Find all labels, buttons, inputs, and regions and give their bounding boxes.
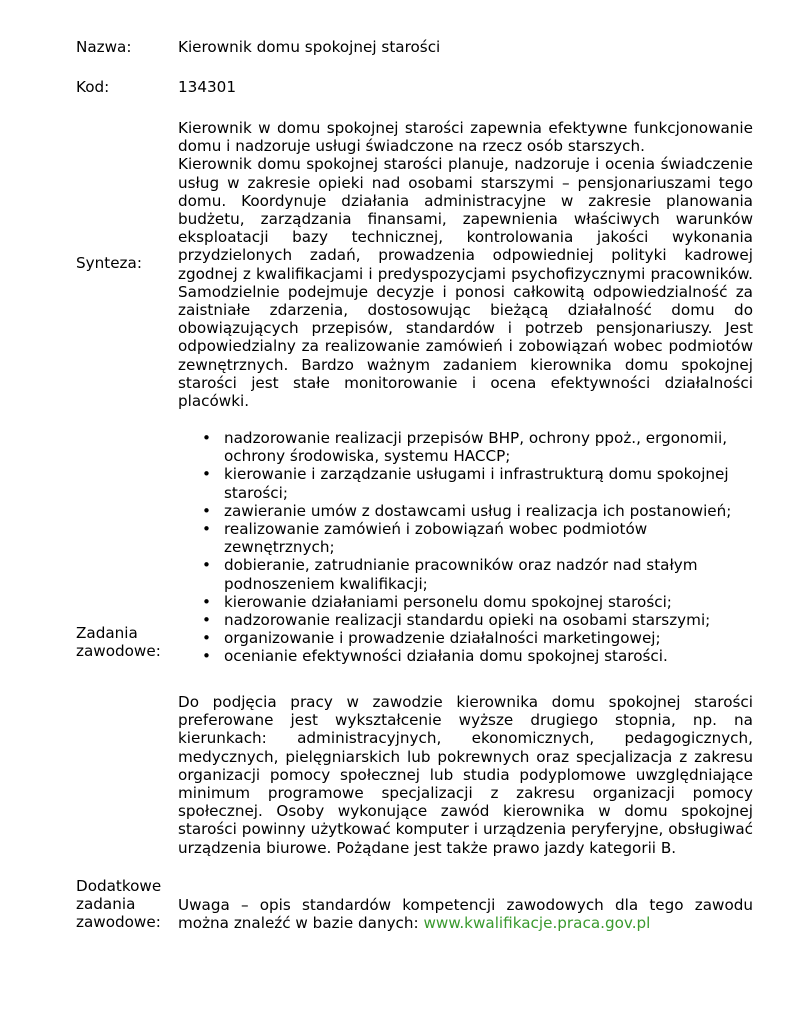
list-item: • ocenianie efektywności działania domu spokojnej starości. bbox=[178, 647, 753, 665]
list-item: • zawieranie umów z dostawcami usług i realizacja ich postanowień; bbox=[178, 502, 753, 520]
label-nazwa: Nazwa: bbox=[76, 38, 132, 56]
label-zadania: Zadania zawodowe: bbox=[76, 624, 161, 661]
label-synteza: Synteza: bbox=[76, 254, 142, 272]
list-item: • kierowanie i zarządzanie usługami i infrastrukturą domu spokojnej starości; bbox=[178, 465, 753, 501]
synteza-paragraph-2: Kierownik domu spokojnej starości planuje, nadzoruje i ocenia świadczenie usług w zakresie opieki nad osobami starszymi – pensjonariuszami tego domu. Koordynuje działania administracyjne w zakresie planowania budżetu, zarządzania finansami, zapewnienia właściwych warunków eksploatacji bazy technicznej, kontrolowania jakości wykonania przydzielonych zadań, prowadzenia odpowiedniej polityki kadrowej zgodnej z kwalifikacjami i predyspozycjami psychofizycznymi pracowników. Samodzielnie podejmuje decyzje i ponosi całkowitą odpowiedzialność za zaistniałe zdarzenia, dostosowując bieżącą działalność domu do obowiązujących przepisów, standardów i potrzeb pensjonariuszy. Jest odpowiedzialny za realizowanie zamówień i zobowiązań wobec podmiotów zewnętrznych. Bardzo ważnym zadaniem kierownika domu spokojnej starości jest stałe monitorowanie i ocena efektywności działalności placówki. bbox=[178, 155, 753, 411]
label-dodatkowe: Dodatkowe zadania zawodowe: bbox=[76, 877, 162, 932]
uwaga-note bbox=[178, 896, 753, 932]
job-name: Kierownik domu spokojnej starości bbox=[178, 38, 441, 56]
list-item: • realizowanie zamówień i zobowiązań wobec podmiotów zewnętrznych; bbox=[178, 520, 753, 556]
list-item: • kierowanie działaniami personelu domu spokojnej starości; bbox=[178, 593, 753, 611]
synteza-paragraph-1: Kierownik w domu spokojnej starości zapewnia efektywne funkcjonowanie domu i nadzoruje usługi świadczone na rzecz osób starszych. bbox=[178, 119, 753, 156]
synteza-section bbox=[178, 119, 753, 410]
kwalifikacje-link[interactable]: www.kwalifikacje.praca.gov.pl bbox=[423, 914, 651, 933]
job-code: 134301 bbox=[178, 78, 236, 96]
tasks-list bbox=[178, 429, 753, 666]
label-kod: Kod: bbox=[76, 78, 110, 96]
list-item: • nadzorowanie realizacji standardu opieki na osobami starszymi; bbox=[178, 611, 753, 629]
zadania-section bbox=[178, 429, 753, 666]
list-item: • nadzorowanie realizacji przepisów BHP, ochrony ppoż., ergonomii, ochrony środowiska, systemu HACCP; bbox=[178, 429, 753, 465]
list-item: • dobieranie, zatrudnianie pracowników oraz nadzór nad stałym podnoszeniem kwalifikacji; bbox=[178, 556, 753, 592]
list-item: • organizowanie i prowadzenie działalności marketingowej; bbox=[178, 629, 753, 647]
dodatkowe-paragraph: Do podjęcia pracy w zawodzie kierownika domu spokojnej starości preferowane jest wykształcenie wyższe drugiego stopnia, np. na kierunkach: administracyjnych, ekonomicznych, pedagogicznych, medycznych, pielęgniarskich lub pokrewnych oraz specjalizacja z zakresu organizacji pomocy społecznej lub studia podyplomowe uwzględniające minimum programowe specjalizacji z zakresu organizacji pomocy społecznej. Osoby wykonujące zawód kierownika w domu spokojnej starości powinny użytkować komputer i urządzenia peryferyjne, obsługiwać urządzenia biurowe. Pożądane jest także prawo jazdy kategorii B. bbox=[178, 693, 753, 857]
uwaga-text: Uwaga – opis standardów kompetencji zawodowych dla tego zawodu można znaleźć w bazie danych: bbox=[178, 896, 753, 933]
dodatkowe-section bbox=[178, 693, 753, 857]
